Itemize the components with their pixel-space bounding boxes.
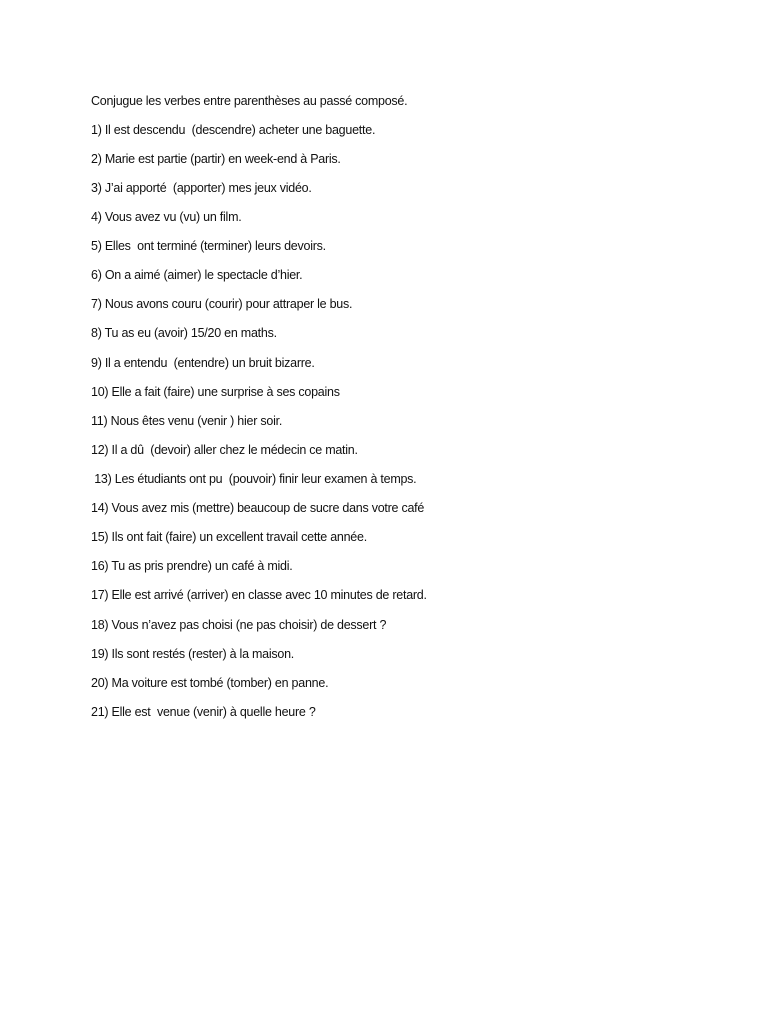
exercise-line-11: 11) Nous êtes venu (venir ) hier soir. — [91, 414, 283, 428]
exercise-line-17: 17) Elle est arrivé (arriver) en classe avec 10 minutes de retard. — [91, 588, 427, 602]
exercise-line-15: 15) Ils ont fait (faire) un excellent travail cette année. — [91, 530, 367, 544]
exercise-line-3: 3) J’ai apporté (apporter) mes jeux vidéo. — [91, 181, 312, 195]
exercise-line-19: 19) Ils sont restés (rester) à la maison. — [91, 647, 295, 661]
exercise-line-5: 5) Elles ont terminé (terminer) leurs devoirs. — [91, 239, 326, 253]
exercise-line-8: 8) Tu as eu (avoir) 15/20 en maths. — [91, 326, 277, 340]
exercise-line-2: 2) Marie est partie (partir) en week-end à Paris. — [91, 152, 341, 166]
exercise-line-14: 14) Vous avez mis (mettre) beaucoup de sucre dans votre café — [91, 501, 425, 515]
instruction-text: Conjugue les verbes entre parenthèses au passé composé. — [91, 94, 408, 108]
exercise-line-1: 1) Il est descendu (descendre) acheter une baguette. — [91, 123, 376, 137]
exercise-line-4: 4) Vous avez vu (vu) un film. — [91, 210, 242, 224]
exercise-line-20: 20) Ma voiture est tombé (tomber) en panne. — [91, 676, 329, 690]
exercise-line-21: 21) Elle est venue (venir) à quelle heure ? — [91, 705, 316, 719]
exercise-line-12: 12) Il a dû (devoir) aller chez le médecin ce matin. — [91, 443, 358, 457]
exercise-line-13: 13) Les étudiants ont pu (pouvoir) finir leur examen à temps. — [91, 472, 417, 486]
exercise-line-18: 18) Vous n’avez pas choisi (ne pas choisir) de dessert ? — [91, 618, 387, 632]
exercise-line-10: 10) Elle a fait (faire) une surprise à ses copains — [91, 385, 340, 399]
exercise-line-7: 7) Nous avons couru (courir) pour attraper le bus. — [91, 297, 353, 311]
exercise-line-16: 16) Tu as pris prendre) un café à midi. — [91, 559, 293, 573]
exercise-line-6: 6) On a aimé (aimer) le spectacle d’hier. — [91, 268, 303, 282]
exercise-line-9: 9) Il a entendu (entendre) un bruit bizarre. — [91, 356, 315, 370]
